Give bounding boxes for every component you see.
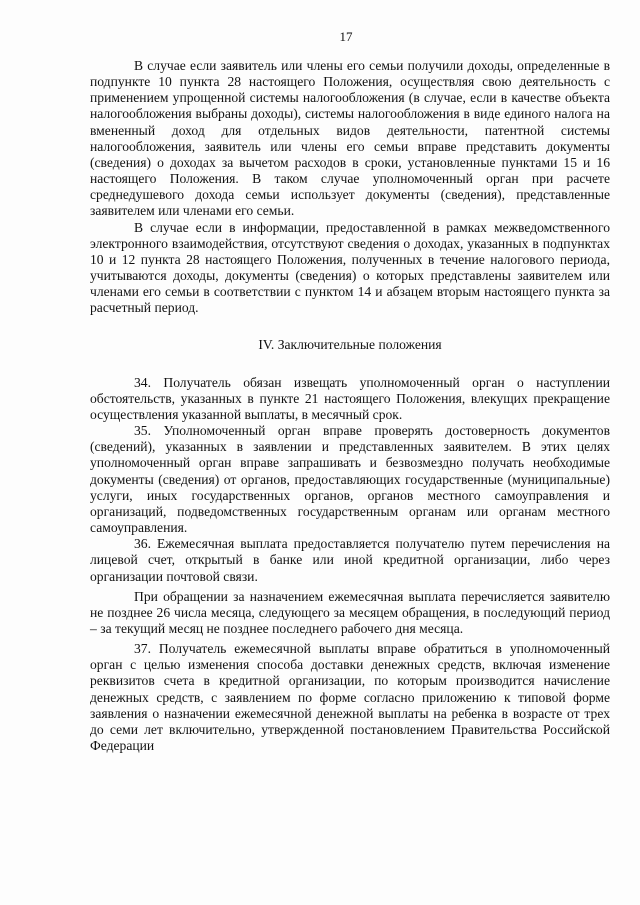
paragraph-35: 35. Уполномоченный орган вправе проверять достоверность документов (сведений), указанных в заявлении и представленных заявителем. В этих целях уполномоченный орган вправе запрашивать и безвозмездно получать необходимые документы (сведения) от органов, предоставляющих государственные (муниципальные) услуги, иных государственных органов, органов местного самоуправления и организаций, подведомственных государственным органам или органам местного самоуправления. bbox=[90, 423, 610, 536]
paragraph-37: 37. Получатель ежемесячной выплаты вправе обратиться в уполномоченный орган с целью изменения способа доставки денежных средств, включая изменение реквизитов счета в кредитной организации, по которым производится начисление денежных средств, с заявлением по форме согласно приложению к типовой форме заявления о назначении ежемесячной денежной выплаты на ребенка в возрасте от трех до семи лет включительно, утвержденной постановлением Правительства Российской Федерации bbox=[90, 641, 610, 754]
paragraph-36: 36. Ежемесячная выплата предоставляется получателю путем перечисления на лицевой счет, открытый в банке или иной кредитной организации, либо через организации почтовой связи. bbox=[90, 536, 610, 584]
paragraph-36-payment-terms: При обращении за назначением ежемесячная выплата перечисляется заявителю не позднее 26 числа месяца, следующего за месяцем обращения, в последующий период – за текущий месяц не позднее последнего рабочего дня месяца. bbox=[90, 588, 610, 636]
paragraph-income-simplified-tax: В случае если заявитель или члены его семьи получили доходы, определенные в подпункте 10 пункта 28 настоящего Положения, осуществляя свою деятельность с применением упрощенной системы налогообложения (в случае, если в качестве объекта налогообложения выбраны доходы), системы налогообложения в виде единого налога на вмененный доход для отдельных видов деятельности, патентной системы налогообложения, заявитель или члены его семьи вправе представить документы (сведения) о доходах за вычетом расходов в сроки, установленные пунктами 15 и 16 настоящего Положения. В таком случае уполномоченный орган при расчете среднедушевого дохода семьи использует документы (сведения), представленные заявителем или членами его семьи. bbox=[90, 58, 610, 219]
section-heading: IV. Заключительные положения bbox=[258, 336, 442, 352]
paragraph-interagency-info: В случае если в информации, предоставленной в рамках межведомственного электронного взаимодействия, отсутствуют сведения о доходах, указанных в подпунктах 10 и 12 пункта 28 настоящего Положения, полученных в течение налогового периода, учитываются доходы, документы (сведения) о которых представлены заявителем или членами его семьи в соответствии с пунктом 14 и абзацем вторым настоящего пункта за расчетный период. bbox=[90, 219, 610, 316]
document-body bbox=[90, 58, 610, 754]
page-number: 17 bbox=[339, 29, 353, 44]
paragraph-34: 34. Получатель обязан извещать уполномоченный орган о наступлении обстоятельств, указанных в пункте 21 настоящего Положения, влекущих прекращение осуществления указанной выплаты, в месячный срок. bbox=[90, 374, 610, 422]
